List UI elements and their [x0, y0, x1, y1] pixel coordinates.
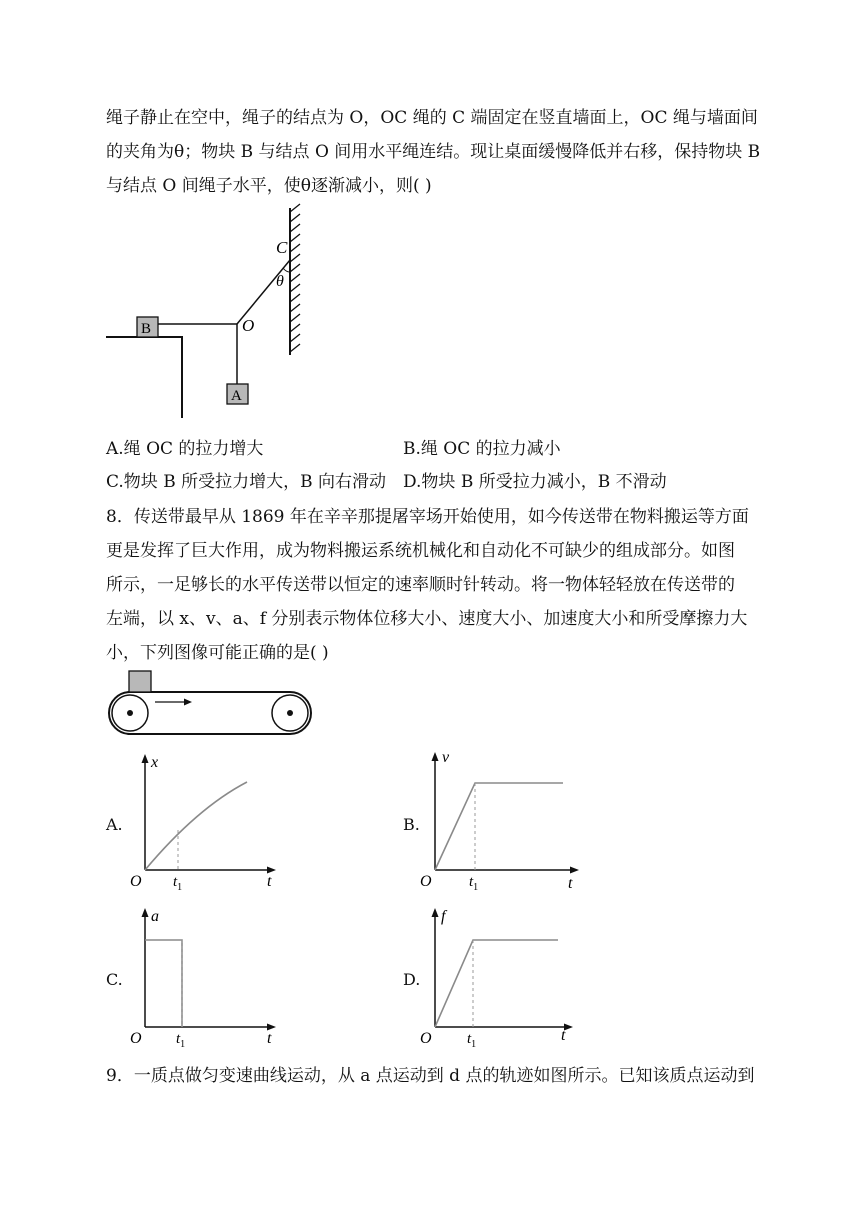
point-c-label: C: [276, 238, 288, 257]
graph-c-line: [145, 940, 182, 1027]
graph-c-label[interactable]: C.: [106, 970, 123, 989]
q7-figure: [100, 200, 320, 425]
graph-c-y-label: a: [151, 908, 159, 925]
q8-text-line-2: 更是发挥了巨大作用，成为物料搬运系统机械化和自动化不可缺少的组成部分。如图: [106, 541, 735, 561]
graph-c-tick: $t_1$: [176, 1031, 186, 1047]
direction-arrowhead: [184, 699, 192, 706]
graph-a-y-label: x: [151, 754, 159, 771]
conveyor-belt-figure: [100, 665, 325, 745]
theta-arc: [283, 268, 290, 272]
graph-d-label[interactable]: D.: [403, 970, 421, 989]
graph-a-x-label: t: [267, 873, 272, 890]
block-a-label: A: [231, 388, 242, 404]
graph-c-origin: O: [130, 1030, 142, 1047]
graph-b-line: [435, 783, 563, 870]
graph-d-x-label: t: [561, 1027, 566, 1044]
point-o-label: O: [242, 316, 255, 335]
left-roller-axle: [127, 710, 133, 716]
q8-text-line-3: 所示，一足够长的水平传送带以恒定的速率顺时针转动。将一物体轻轻放在传送带的: [106, 575, 735, 595]
graph-c: [125, 902, 285, 1047]
q7-text-line-2: 的夹角为θ；物块 B 与结点 O 间用水平绳连结。现让桌面缓慢降低并右移，保持物块 B: [106, 142, 761, 162]
q8-text-line-5: 小，下列图像可能正确的是( ): [106, 643, 329, 663]
graph-d-tick: $t_1$: [467, 1031, 477, 1047]
object-block: [129, 671, 151, 692]
graph-b: [415, 745, 590, 890]
graph-d-origin: O: [420, 1030, 432, 1047]
graph-c-x-label: t: [267, 1030, 272, 1047]
graph-a-label[interactable]: A.: [106, 815, 123, 834]
graph-b-label[interactable]: B.: [403, 815, 420, 834]
table-outline: [106, 337, 182, 418]
graph-b-x-label: t: [568, 875, 573, 890]
graph-b-origin: O: [420, 873, 432, 890]
graph-a-curve: [145, 782, 247, 870]
wall-hatching: [290, 204, 300, 352]
graph-a-tick: $t_1$: [173, 874, 183, 890]
q7-option-b[interactable]: B.绳 OC 的拉力减小: [403, 439, 561, 459]
graph-d: [415, 902, 590, 1047]
q8-text-line-1: 8．传送带最早从 1869 年在辛辛那提屠宰场开始使用，如今传送带在物料搬运等方面: [106, 507, 749, 527]
block-b-label: B: [141, 321, 152, 337]
q7-text-line-1: 绳子静止在空中，绳子的结点为 O，OC 绳的 C 端固定在竖直墙面上，OC 绳与墙面间: [106, 108, 758, 128]
q7-option-d[interactable]: D.物块 B 所受拉力减小，B 不滑动: [403, 472, 667, 492]
graph-b-y-label: v: [442, 749, 450, 766]
rope-oc: [237, 260, 290, 324]
graph-d-y-label: f: [441, 908, 446, 925]
q7-option-c[interactable]: C.物块 B 所受拉力增大，B 向右滑动: [106, 472, 387, 492]
graph-a-origin: O: [130, 873, 142, 890]
graph-b-tick: $t_1$: [469, 874, 479, 890]
q9-text-line-1: 9．一质点做匀变速曲线运动，从 a 点运动到 d 点的轨迹如图所示。已知该质点运动到: [106, 1066, 755, 1086]
graph-a: [125, 750, 285, 890]
q7-text-line-3: 与结点 O 间绳子水平，使θ逐渐减小，则( ): [106, 176, 432, 196]
q8-text-line-4: 左端，以 x、v、a、f 分别表示物体位移大小、速度大小、加速度大小和所受摩擦力大: [106, 609, 748, 629]
theta-label: θ: [276, 273, 284, 290]
q7-option-a[interactable]: A.绳 OC 的拉力增大: [106, 439, 264, 459]
graph-d-line: [435, 940, 558, 1027]
right-roller-axle: [287, 710, 293, 716]
